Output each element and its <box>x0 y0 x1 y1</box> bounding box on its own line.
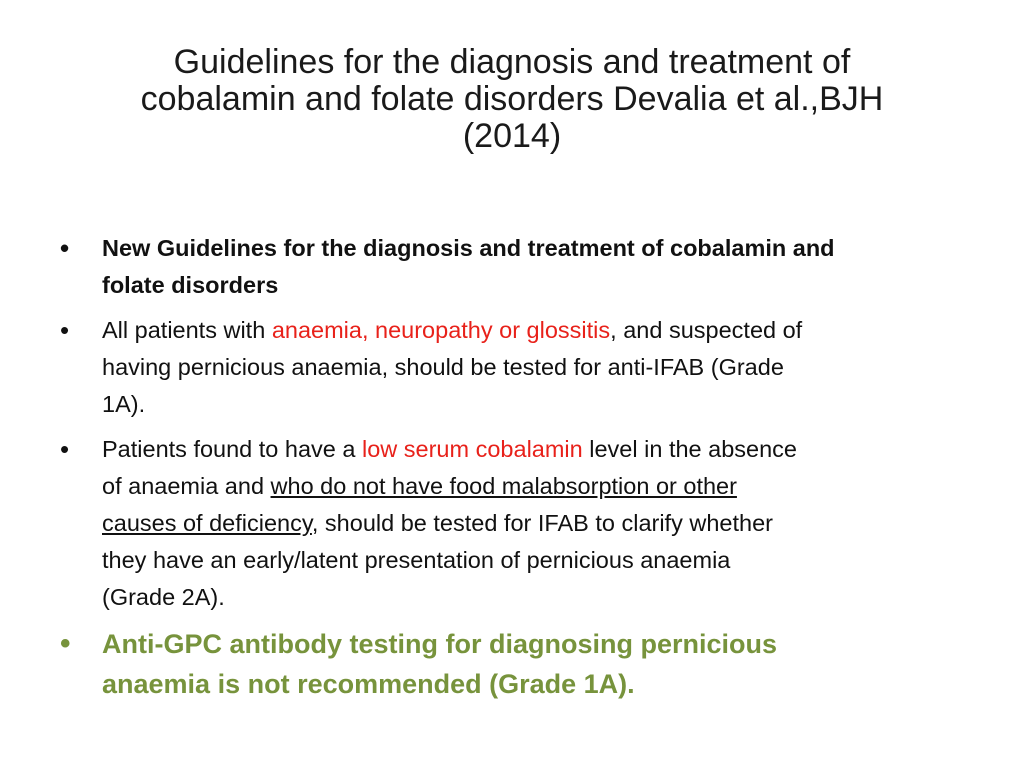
bullet-dot: • <box>60 627 71 660</box>
text-run: , and suspected of <box>610 317 803 343</box>
highlight-red: anaemia, neuropathy or glossitis <box>271 317 611 343</box>
bullet-item <box>60 312 970 423</box>
bullet-dot: • <box>60 315 70 345</box>
title-line: (2014) <box>462 117 562 155</box>
highlight-red: low serum cobalamin <box>362 436 583 462</box>
bullet-item-recommendation <box>60 624 970 704</box>
text-run: , should be tested for IFAB to clarify whether <box>311 510 773 536</box>
bullet-text <box>102 312 970 349</box>
bullet-text <box>102 505 970 542</box>
bullet-text: (Grade 2A). <box>102 584 225 610</box>
text-run: Patients found to have a <box>102 436 362 462</box>
text-run: All patients with <box>102 317 272 343</box>
bullet-text <box>102 468 970 505</box>
bullet-item <box>60 230 970 304</box>
bullet-text: 1A). <box>102 391 146 417</box>
bullet-text: New Guidelines for the diagnosis and treatment of cobalamin and <box>102 235 835 261</box>
bullet-text <box>102 431 970 468</box>
bullet-text: having pernicious anaemia, should be tested for anti-IFAB (Grade <box>102 354 784 380</box>
bullet-item <box>60 431 970 616</box>
bullet-text: Anti-GPC antibody testing for diagnosing pernicious <box>102 629 777 659</box>
slide-title <box>80 44 944 155</box>
title-line: cobalamin and folate disorders Devalia et al.,BJH <box>140 80 884 118</box>
bullet-text: folate disorders <box>102 272 279 298</box>
title-line: Guidelines for the diagnosis and treatment of <box>173 43 851 81</box>
bullet-list <box>60 230 970 712</box>
text-run: level in the absence <box>582 436 797 462</box>
text-run: of anaemia and <box>102 473 271 499</box>
bullet-dot: • <box>60 233 70 263</box>
underlined-text: who do not have food malabsorption or other <box>270 473 737 499</box>
bullet-text: they have an early/latent presentation of pernicious anaemia <box>102 547 731 573</box>
bullet-dot: • <box>60 434 70 464</box>
underlined-text: causes of deficiency <box>102 510 312 536</box>
bullet-text: anaemia is not recommended (Grade 1A). <box>102 669 635 699</box>
